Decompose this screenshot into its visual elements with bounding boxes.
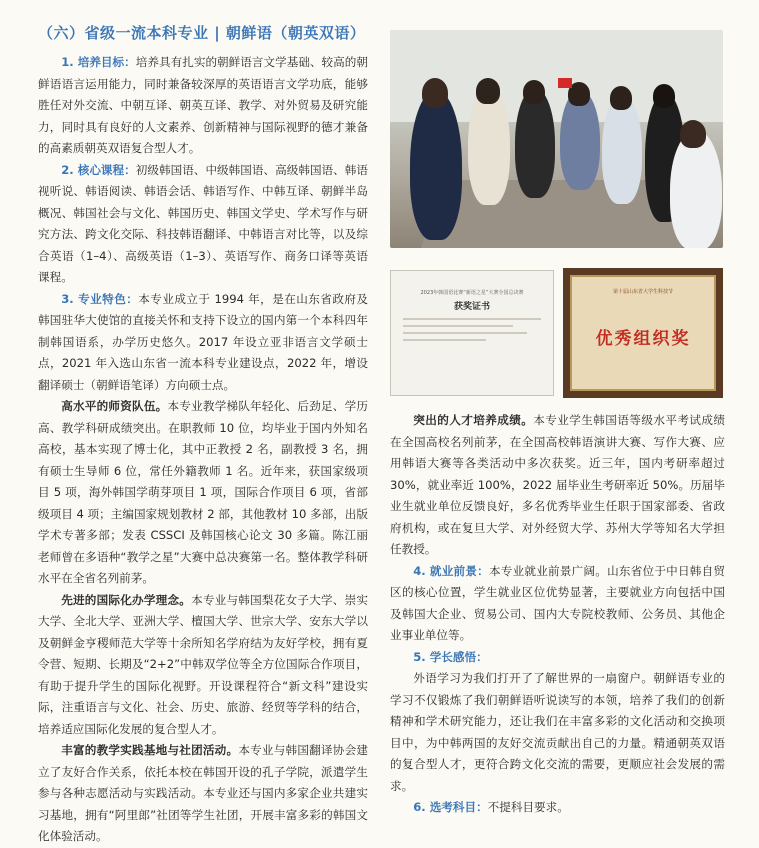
cert2-header: 第十届山东省大学生科技节 bbox=[612, 289, 673, 295]
courses-label: 2. 核心课程： bbox=[61, 162, 136, 177]
international-paragraph bbox=[38, 590, 368, 741]
achievements-text: 本专业学生韩国语等级水平考试成绩在全国高校名列前茅，在全国高校韩语演讲大赛、写作大赛、应用韩语大赛等各类活动中多次获奖。近三年，国内考研率超过 30%，就业率近 100%，2022 届毕业生考研率近 50%。历届毕业生就业单位反馈良好，多名优秀毕业生任职于国家部委、省政府机构，或在复旦大学、对外经贸大学、苏州大学等知名大学担任教授。 bbox=[390, 413, 725, 556]
page-title: （六）省级一流本科专业 | 朝鲜语（朝英双语） bbox=[38, 24, 366, 42]
reflection-heading bbox=[390, 647, 725, 669]
international-label: 先进的国际化办学理念。 bbox=[61, 592, 192, 607]
subjects-paragraph bbox=[390, 797, 725, 819]
cert2-award: 优秀组织奖 bbox=[595, 329, 691, 349]
achievements-paragraph bbox=[390, 410, 725, 561]
cert1-title: 获奖证书 bbox=[453, 302, 490, 312]
features-label: 3. 专业特色： bbox=[61, 291, 139, 306]
right-column bbox=[390, 410, 725, 819]
left-column bbox=[38, 52, 368, 848]
group-photo bbox=[390, 30, 723, 248]
framed-award-plaque bbox=[563, 268, 723, 398]
courses-text: 初级韩国语、中级韩国语、高级韩国语、韩语视听说、韩语阅读、韩语会话、韩语写作、中韩互译、朝鲜半岛概况、韩国社会与文化、韩国历史、韩国文学史、学术写作与研究方法、跨文化交际、科技韩语翻译、中韩语言对比等，以及综合英语（1–4）、高级英语（1–3）、英语写作、商务口译等英语课程。 bbox=[38, 162, 368, 284]
features-paragraph bbox=[38, 289, 368, 397]
reflection-label: 5. 学长感悟： bbox=[413, 649, 488, 664]
reflection-text: 外语学习为我们打开了了解世界的一扇窗户。朝鲜语专业的学习不仅锻炼了我们朝鲜语听说读写的本领，培养了我们的创新精神和学术研究能力，还让我们在丰富多彩的文化活动和交换项目中，为中韩两国的友好交流贡献出自己的力量。精通朝英双语的复合型人才，更符合跨文化交流的需要，更顺应社会发展的需求。 bbox=[390, 671, 725, 793]
reflection-paragraph bbox=[390, 668, 725, 797]
achievements-label: 突出的人才培养成绩。 bbox=[413, 413, 534, 427]
goal-paragraph bbox=[38, 52, 368, 160]
award-certificate bbox=[390, 270, 554, 396]
employment-paragraph bbox=[390, 561, 725, 647]
practice-label: 丰富的教学实践基地与社团活动。 bbox=[61, 743, 239, 757]
subjects-label: 6. 选考科目： bbox=[413, 800, 488, 814]
cert1-header: 2023年韩国语比赛“新语之星”大赛全国总决赛 bbox=[420, 290, 524, 296]
international-text: 本专业与韩国梨花女子大学、崇实大学、全北大学、亚洲大学、檀国大学、世宗大学、安东大学以及朝鲜金亨稷师范大学等十余所知名学府结为友好学校，拥有夏令营、短期、长期及“2+2”中韩双学位等全方位国际合作项目，有助于提升学生的国际化视野。开设课程符合“新文科”建设实际，注重语言与文化、社会、历史、旅游、经贸等学科的结合，培养适应国际化发展的复合型人才。 bbox=[38, 592, 368, 736]
employment-label: 4. 就业前景： bbox=[413, 563, 489, 578]
faculty-paragraph bbox=[38, 396, 368, 590]
goal-label: 1. 培养目标： bbox=[61, 55, 136, 69]
courses-paragraph bbox=[38, 160, 368, 289]
practice-paragraph bbox=[38, 740, 368, 848]
faculty-label: 高水平的师资队伍。 bbox=[61, 399, 168, 413]
subjects-text: 不提科目要求。 bbox=[487, 800, 569, 814]
employment-text: 本专业就业前景广阔。山东省位于中日韩自贸区的核心位置，学生就业区位优势显著，主要就业方向包括中国及韩国大企业、贸易公司、国内大专院校教师、公务员、其他企业事业单位等。 bbox=[390, 563, 725, 642]
faculty-text: 本专业教学梯队年轻化、后劲足、学历高、教学科研成绩突出。在职教师 10 位，均毕业于国内外知名高校，基本实现了博士化，其中正教授 2 名，副教授 3 名，拥有硕士生导师 6 位，常任外籍教师 1 名。近年来，获国家级项目 5 项，海外韩国学萌芽项目 1 项，国际合作项目 6 项，省部级项目 4 项；主编国家规划教材 2 部，其他教材 10 多部，出版学术专著多部；发表 CSSCI 及韩国核心论文 30 多篇。陈江丽老师曾在多语种“教学之星”大赛中总决赛第一名。整体教学科研水平在全省名列前茅。 bbox=[38, 399, 368, 585]
features-text: 本专业成立于 1994 年，是在山东省政府及韩国驻华大使馆的直接关怀和支持下设立的国内第一个本科四年制韩国语系，办学历史悠久。2017 年设立亚非语言文学硕士点，2021 年入选山东省一流本科专业建设点，2022 年，增设翻译硕士（朝鲜语笔译）方向硕士点。 bbox=[38, 291, 368, 392]
practice-text: 本专业与韩国翻译协会建立了友好合作关系，依托本校在韩国开设的孔子学院，派遣学生参与各种志愿活动与实践活动。本专业还与国内多家企业共建实习基地，拥有“阿里郎”社团等学生社团，开展丰富多彩的韩国文化体验活动。 bbox=[38, 743, 368, 843]
goal-text: 培养具有扎实的朝鲜语言文学基础、较高的朝鲜语语言运用能力，同时兼备较深厚的英语语言文学功底，能够胜任对外交流、中朝互译、朝英互译、教学、对外贸易及研究能力，同时具有良好的人文素养、创新精神与国际视野的德才兼备的高素质朝英双语复合型人才。 bbox=[38, 55, 368, 155]
